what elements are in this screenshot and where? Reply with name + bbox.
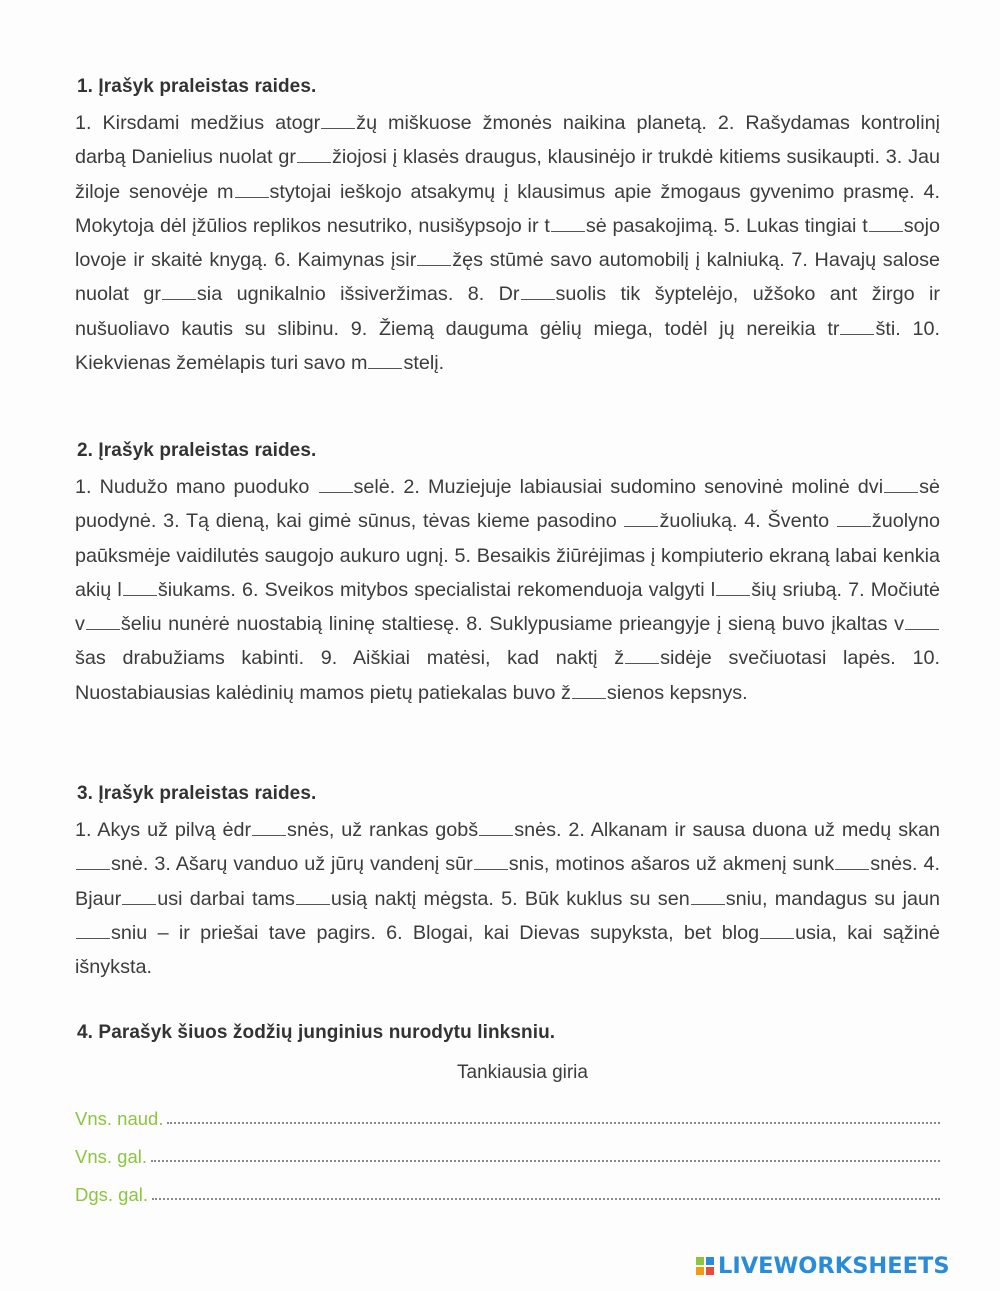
text-segment: sė pasakojimą. 5. Lukas tingiai t (585, 214, 868, 237)
logo-square (696, 1267, 704, 1275)
text-segment: snės. 2. Alkanam ir sausa duona už medų skan (514, 819, 940, 841)
blank-gap[interactable] (474, 868, 508, 870)
case-label: Vns. naud. (75, 1108, 164, 1129)
answer-row-dgs-gal (75, 1170, 940, 1206)
text-segment: šių sriubą. 7. Močiutė v (75, 578, 940, 636)
text-segment: 1. Nudužo mano puoduko (75, 476, 318, 498)
blank-gap[interactable] (321, 127, 355, 129)
blank-gap[interactable] (760, 937, 794, 939)
phrase-title: Tankiausia giria (457, 1062, 588, 1083)
blank-gap[interactable] (76, 868, 110, 870)
text-segment: 1. Kirsdami medžius atogr (75, 112, 321, 134)
exercise-1-text (75, 106, 940, 380)
text-segment: sė puodynė. 3. Tą dieną, kai gimė sūnus, tėvas kieme pasodino (75, 476, 940, 533)
blank-gap[interactable] (840, 333, 874, 335)
text-segment: snė. 3. Ašarų vanduo už jūrų vandenį sūr (111, 853, 473, 876)
blank-gap[interactable] (837, 525, 871, 527)
exercise-3-text (75, 813, 940, 984)
logo-square (706, 1267, 714, 1275)
text-segment: šti. 10. Kiekvienas žemėlapis turi savo m (75, 317, 940, 375)
liveworksheets-logo[interactable] (696, 1253, 950, 1279)
exercise-1-heading: 1. Įrašyk praleistas raides. (77, 76, 317, 97)
logo-square (696, 1257, 704, 1265)
exercise-3 (75, 783, 940, 984)
exercise-2-text (75, 470, 940, 710)
text-segment: sidėje svečiuotasi lapės. 10. Nuostabiausias kalėdinių mamos pietų patiekalas buvo ž (75, 647, 940, 704)
text-segment: žuolyno paūksmėje vaidilutės saugojo aukuro ugnį. 5. Besaikis žiūrėjimas į kompiuterio ekraną labai kenkia akių l (75, 510, 940, 601)
blank-gap[interactable] (296, 903, 330, 905)
text-segment: šeliu nunėrė nuostabią lininę staltiesę. 8. Suklypusiame prieangyje į sieną buvo įkaltas v (120, 613, 904, 636)
text-segment: sia ugnikalnio išsiveržimas. 8. Dr (196, 283, 520, 306)
text-segment: žų miškuose žmonės naikina planetą. 2. Rašydamas kontrolinį darbą Danielius nuolat gr (75, 112, 940, 169)
text-segment: 1. Akys už pilvą ėdr (75, 819, 252, 841)
text-segment: žuoliuką. 4. Švento (659, 510, 836, 533)
text-segment: usią naktį mėgsta. 5. Būk kuklus su sen (330, 887, 690, 910)
blank-gap[interactable] (76, 937, 110, 939)
text-segment: usia, kai sąžinė išnyksta. (75, 921, 940, 979)
case-label: Vns. gal. (75, 1146, 147, 1167)
blank-gap[interactable] (319, 491, 353, 493)
text-segment: stelį. (403, 352, 445, 375)
text-segment: šas drabužiams kabinti. 9. Aiškiai matėsi, kad naktį ž (75, 647, 625, 670)
blank-gap[interactable] (905, 628, 939, 630)
text-segment: žęs stūmė savo automobilį į kalniuką. 7. Havajų salose nuolat gr (75, 249, 940, 306)
text-segment: selė. 2. Muziejuje labiausiai sudomino senovinė molinė dvi (353, 476, 884, 498)
exercise-3-heading: 3. Įrašyk praleistas raides. (77, 783, 317, 804)
answer-line[interactable] (152, 1197, 940, 1200)
blank-gap[interactable] (122, 903, 156, 905)
blank-gap[interactable] (551, 230, 585, 232)
text-segment: sojo lovoje ir skaitė knygą. 6. Kaimynas įsir (75, 214, 940, 272)
blank-gap[interactable] (368, 367, 402, 369)
exercise-4-heading: 4. Parašyk šiuos žodžių junginius nurodytu linksniu. (77, 1022, 556, 1043)
text-segment: sniu, mandagus su jaun (725, 887, 940, 910)
exercise-4 (75, 1022, 940, 1206)
logo-icon (696, 1257, 714, 1275)
blank-gap[interactable] (572, 697, 606, 699)
blank-gap[interactable] (479, 834, 513, 836)
text-segment: sniu – ir priešai tave pagirs. 6. Blogai, kai Dievas supyksta, bet blog (111, 921, 760, 944)
text-segment: snis, motinos ašaros už akmenį sunk (508, 853, 835, 876)
blank-gap[interactable] (624, 525, 658, 527)
text-segment: sienos kepsnys. (606, 681, 748, 704)
blank-gap[interactable] (417, 264, 451, 266)
case-label: Dgs. gal. (75, 1184, 149, 1205)
blank-gap[interactable] (716, 594, 750, 596)
blank-gap[interactable] (835, 868, 869, 870)
text-segment: usi darbai tams (157, 887, 295, 910)
blank-gap[interactable] (86, 628, 120, 630)
blank-gap[interactable] (521, 298, 555, 300)
exercise-1 (75, 76, 940, 380)
answer-line[interactable] (167, 1121, 940, 1124)
text-segment: suolis tik šyptelėjo, užšoko ant žirgo ir nušuoliavo kautis su slibinu. 9. Žiemą dauguma gėlių miega, todėl jų nereikia tr (75, 283, 940, 340)
answer-row-vns-naud (75, 1094, 940, 1130)
blank-gap[interactable] (869, 230, 903, 232)
text-segment: stytojai ieškojo atsakymų į klausimus apie žmogaus gyvenimo prasmę. 4. Mokytoja dėl įžūlios replikos nesutriko, nusišypsojo ir t (75, 180, 940, 237)
answer-row-vns-gal (75, 1132, 940, 1168)
blank-gap[interactable] (123, 594, 157, 596)
blank-gap[interactable] (162, 298, 196, 300)
text-segment: žiojosi į klasės draugus, klausinėjo ir trukdė kitiems susikaupti. 3. Jau žiloje senovėje m (75, 146, 940, 203)
blank-gap[interactable] (884, 491, 918, 493)
blank-gap[interactable] (625, 662, 659, 664)
exercise-2 (75, 440, 940, 710)
exercise-2-heading: 2. Įrašyk praleistas raides. (77, 440, 317, 461)
text-segment: šiukams. 6. Sveikos mitybos specialistai rekomenduoja valgyti l (157, 578, 716, 601)
blank-gap[interactable] (691, 903, 725, 905)
text-segment: snės. 4. Bjaur (75, 853, 940, 910)
blank-gap[interactable] (297, 161, 331, 163)
logo-text: LIVEWORKSHEETS (718, 1253, 950, 1279)
answer-line[interactable] (151, 1159, 940, 1162)
logo-square (706, 1257, 714, 1265)
blank-gap[interactable] (235, 196, 269, 198)
blank-gap[interactable] (252, 834, 286, 836)
text-segment: snės, už rankas gobš (287, 819, 479, 841)
